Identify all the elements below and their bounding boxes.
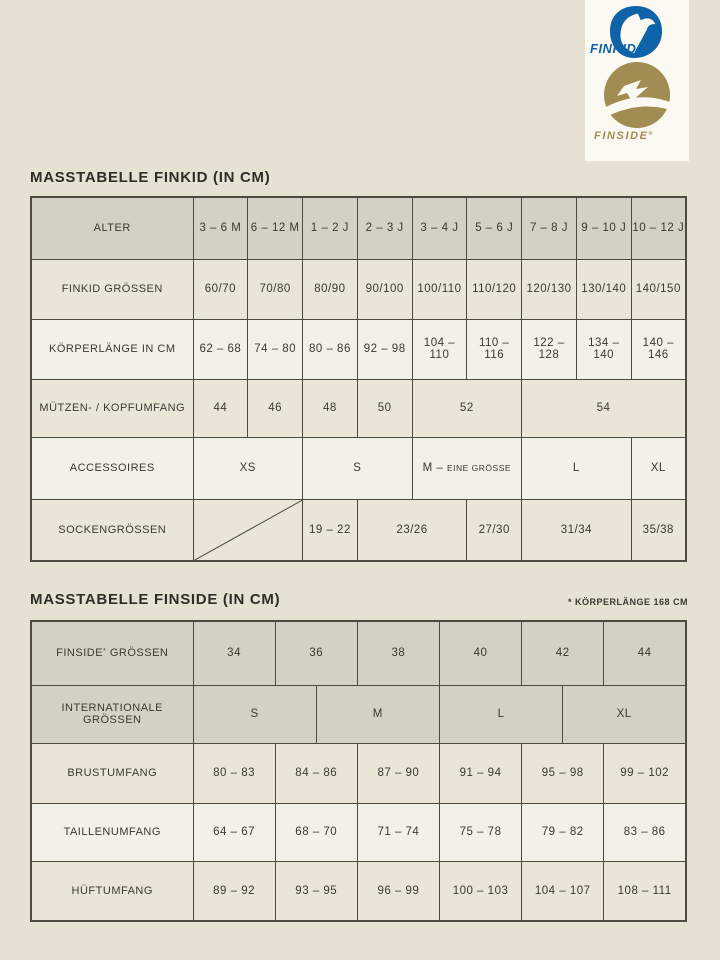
accessoires-cell: L xyxy=(522,437,632,499)
brustumfang-cell: 95 – 98 xyxy=(522,743,604,803)
koerperlaenge-cell: 104 – 110 xyxy=(412,319,467,379)
groessen-cell: 110/120 xyxy=(467,259,522,319)
diagonal-slash-icon xyxy=(194,500,303,561)
groessen-cell: 100/110 xyxy=(412,259,467,319)
international-cell: L xyxy=(439,685,562,743)
taillenumfang-cell: 75 – 78 xyxy=(439,803,521,861)
socken-cell: 19 – 22 xyxy=(303,499,358,561)
finside-size-cell: 44 xyxy=(604,621,686,685)
kopfumfang-row-label: MÜTZEN- / KOPFUMFANG xyxy=(31,379,193,437)
taillenumfang-cell: 83 – 86 xyxy=(604,803,686,861)
socken-cell: 23/26 xyxy=(357,499,467,561)
accessoires-cell: XS xyxy=(193,437,303,499)
brustumfang-row xyxy=(31,743,686,803)
koerperlaenge-row xyxy=(31,319,686,379)
finside-size-cell: 40 xyxy=(439,621,521,685)
finkid-groessen-row-label: FINKID GRÖSSEN xyxy=(31,259,193,319)
groessen-cell: 140/150 xyxy=(631,259,686,319)
accessoires-row-label: ACCESSOIRES xyxy=(31,437,193,499)
koerperlaenge-row-label: KÖRPERLÄNGE IN CM xyxy=(31,319,193,379)
registered-mark-icon: ® xyxy=(636,47,642,53)
alter-cell: 10 – 12 J xyxy=(631,197,686,259)
alter-cell: 7 – 8 J xyxy=(522,197,577,259)
koerperlaenge-cell: 134 – 140 xyxy=(576,319,631,379)
koerperlaenge-cell: 122 – 128 xyxy=(522,319,577,379)
accessoires-m-note: EINE GRÖSSE xyxy=(446,463,512,473)
socken-cell: 27/30 xyxy=(467,499,522,561)
alter-cell: 6 – 12 M xyxy=(248,197,303,259)
international-row-label: INTERNATIONALE GRÖSSEN xyxy=(31,685,193,743)
finside-circle-logo-icon xyxy=(604,62,670,128)
kopfumfang-cell: 46 xyxy=(248,379,303,437)
socken-empty-cell xyxy=(193,499,303,561)
finside-size-cell: 34 xyxy=(193,621,275,685)
groessen-cell: 130/140 xyxy=(576,259,631,319)
kopfumfang-cell: 48 xyxy=(303,379,358,437)
koerperlaenge-cell: 80 – 86 xyxy=(303,319,358,379)
kopfumfang-row xyxy=(31,379,686,437)
finside-table-title: MASSTABELLE FINSIDE (IN CM) xyxy=(30,591,281,608)
brustumfang-row-label: BRUSTUMFANG xyxy=(31,743,193,803)
taillenumfang-cell: 68 – 70 xyxy=(275,803,357,861)
hueftumfang-cell: 89 – 92 xyxy=(193,861,275,921)
taillenumfang-cell: 64 – 67 xyxy=(193,803,275,861)
international-cell: XL xyxy=(563,685,686,743)
alter-cell: 3 – 4 J xyxy=(412,197,467,259)
alter-row xyxy=(31,197,686,259)
brand-logo-box xyxy=(585,0,689,161)
accessoires-row xyxy=(31,437,686,499)
international-cell: S xyxy=(193,685,316,743)
kopfumfang-cell: 54 xyxy=(522,379,686,437)
accessoires-cell: S xyxy=(303,437,413,499)
finside-size-cell: 36 xyxy=(275,621,357,685)
brustumfang-cell: 87 – 90 xyxy=(357,743,439,803)
accessoires-cell: XL xyxy=(631,437,686,499)
accessoires-cell: M – EINE GRÖSSE xyxy=(412,437,522,499)
alter-cell: 9 – 10 J xyxy=(576,197,631,259)
brustumfang-cell: 99 – 102 xyxy=(604,743,686,803)
koerperlaenge-cell: 92 – 98 xyxy=(357,319,412,379)
hueftumfang-cell: 93 – 95 xyxy=(275,861,357,921)
hueftumfang-cell: 108 – 111 xyxy=(604,861,686,921)
taillenumfang-cell: 71 – 74 xyxy=(357,803,439,861)
alter-row-label: ALTER xyxy=(31,197,193,259)
koerperlaenge-footnote: * KÖRPERLÄNGE 168 CM xyxy=(567,597,688,607)
socken-row xyxy=(31,499,686,561)
finside-wordmark: FINSIDE® xyxy=(594,130,654,142)
international-row xyxy=(31,685,686,743)
registered-mark-icon: ® xyxy=(648,131,654,137)
socken-cell: 35/38 xyxy=(631,499,686,561)
finkid-wordmark: FINKID® xyxy=(590,41,642,56)
groessen-cell: 70/80 xyxy=(248,259,303,319)
alter-cell: 5 – 6 J xyxy=(467,197,522,259)
groessen-cell: 80/90 xyxy=(303,259,358,319)
taillenumfang-cell: 79 – 82 xyxy=(522,803,604,861)
finkid-table-title: MASSTABELLE FINKID (IN CM) xyxy=(30,169,271,186)
hueftumfang-row-label: HÜFTUMFANG xyxy=(31,861,193,921)
alter-cell: 3 – 6 M xyxy=(193,197,248,259)
taillenumfang-row xyxy=(31,803,686,861)
groessen-cell: 120/130 xyxy=(522,259,577,319)
finside-size-cell: 42 xyxy=(522,621,604,685)
finside-groessen-row xyxy=(31,621,686,685)
koerperlaenge-cell: 74 – 80 xyxy=(248,319,303,379)
taillenumfang-row-label: TAILLENUMFANG xyxy=(31,803,193,861)
hueftumfang-row xyxy=(31,861,686,921)
asterisk-icon: * xyxy=(103,648,107,656)
alter-cell: 1 – 2 J xyxy=(303,197,358,259)
socken-cell: 31/34 xyxy=(522,499,632,561)
brustumfang-cell: 80 – 83 xyxy=(193,743,275,803)
finkid-groessen-row xyxy=(31,259,686,319)
koerperlaenge-cell: 140 – 146 xyxy=(631,319,686,379)
groessen-cell: 90/100 xyxy=(357,259,412,319)
finside-size-cell: 38 xyxy=(357,621,439,685)
kopfumfang-cell: 44 xyxy=(193,379,248,437)
hueftumfang-cell: 96 – 99 xyxy=(357,861,439,921)
alter-cell: 2 – 3 J xyxy=(357,197,412,259)
groessen-cell: 60/70 xyxy=(193,259,248,319)
brustumfang-cell: 84 – 86 xyxy=(275,743,357,803)
koerperlaenge-cell: 62 – 68 xyxy=(193,319,248,379)
hueftumfang-cell: 104 – 107 xyxy=(522,861,604,921)
finside-groessen-row-label: FINSIDE* GRÖSSEN xyxy=(31,621,193,685)
kopfumfang-cell: 50 xyxy=(357,379,412,437)
finkid-size-table xyxy=(30,196,687,562)
international-cell: M xyxy=(316,685,439,743)
koerperlaenge-cell: 110 – 116 xyxy=(467,319,522,379)
socken-row-label: SOCKENGRÖSSEN xyxy=(31,499,193,561)
finside-size-table xyxy=(30,620,687,922)
hueftumfang-cell: 100 – 103 xyxy=(439,861,521,921)
kopfumfang-cell: 52 xyxy=(412,379,522,437)
brustumfang-cell: 91 – 94 xyxy=(439,743,521,803)
